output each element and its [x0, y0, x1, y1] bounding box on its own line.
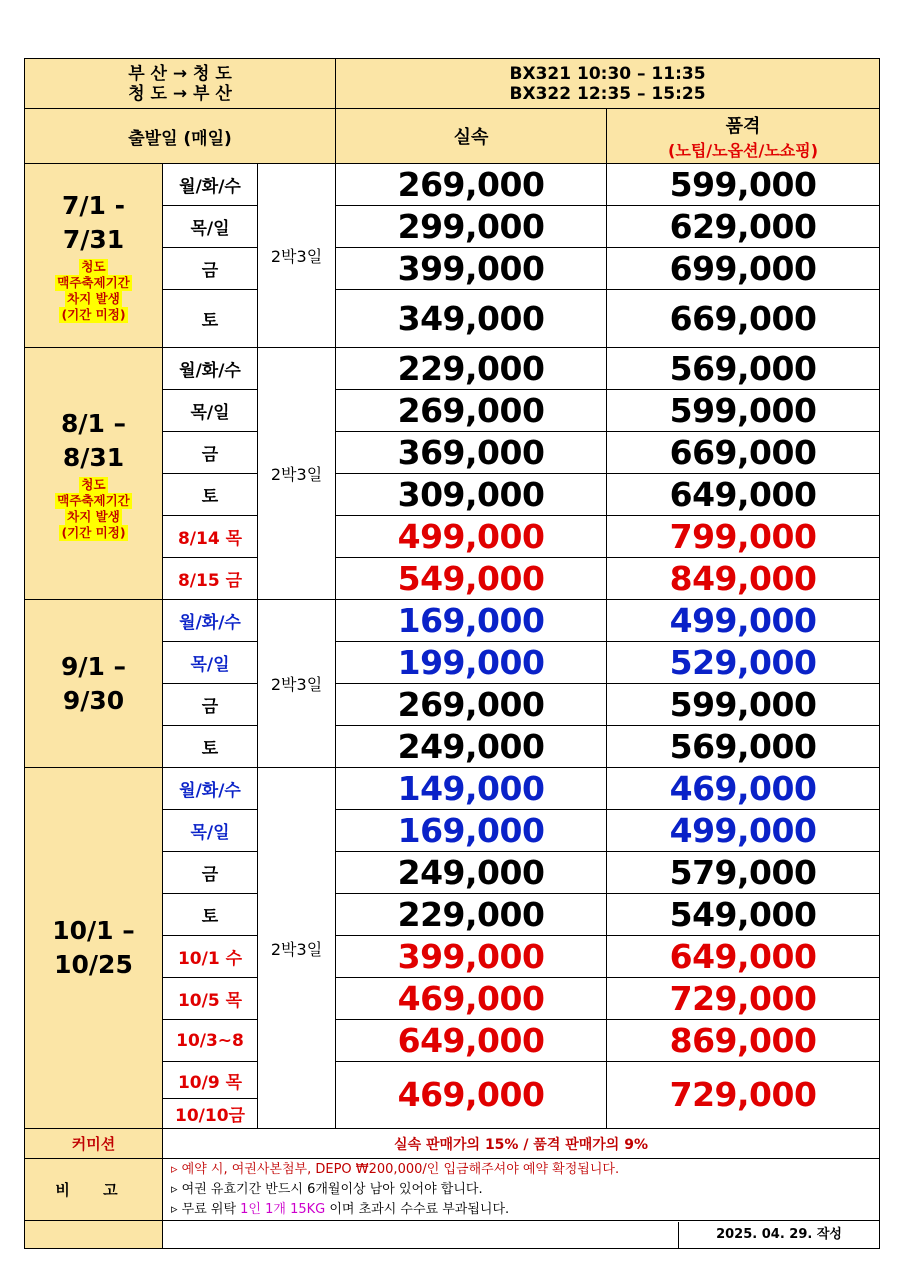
pumgyeok-price: 869,000	[607, 1020, 880, 1062]
silsok-price: 369,000	[336, 432, 607, 474]
day-label: 10/9 목	[163, 1062, 257, 1099]
period-end: 10/25	[54, 950, 133, 979]
pumgyeok-price: 569,000	[607, 348, 880, 390]
day-label: 금	[163, 432, 258, 474]
remark-line-3-highlight: 1인 1개 15KG	[240, 1201, 326, 1217]
festival-note-line: 맥주축제기간	[57, 492, 130, 508]
footer-empty	[25, 1221, 163, 1249]
festival-note-line: (기간 미정)	[61, 306, 126, 322]
pumgyeok-price: 669,000	[607, 290, 880, 348]
day-label: 금	[163, 852, 258, 894]
pumgyeok-price: 849,000	[607, 558, 880, 600]
period-start: 8/1 –	[60, 408, 127, 438]
day-label: 10/5 목	[163, 978, 258, 1020]
day-label: 금	[163, 248, 258, 290]
price-row	[25, 768, 880, 810]
flight-cell	[336, 59, 880, 109]
silsok-price: 269,000	[336, 164, 607, 206]
period-start: 7/1 -	[61, 190, 125, 220]
period-cell	[25, 600, 163, 768]
period-cell	[25, 164, 163, 348]
duration-label: 2박3일	[258, 164, 336, 348]
route-back: 청 도 → 부 산	[128, 83, 232, 104]
day-label: 목/일	[163, 642, 258, 684]
pumgyeok-header	[607, 109, 880, 164]
commission-label: 커미션	[25, 1129, 163, 1159]
flight-back: BX322 12:35 – 15:25	[509, 83, 706, 104]
pumgyeok-title: 품격	[725, 115, 761, 137]
duration-label: 2박3일	[258, 600, 336, 768]
flight-out: BX321 10:30 – 11:35	[509, 63, 706, 84]
day-label: 월/화/수	[163, 600, 258, 642]
silsok-price: 269,000	[336, 390, 607, 432]
period-cell	[25, 768, 163, 1129]
remark-line-2: ▹ 여권 유효기간 반드시 6개월이상 남아 있어야 합니다.	[171, 1181, 483, 1197]
period-end: 7/31	[62, 224, 125, 254]
pumgyeok-price: 579,000	[607, 852, 880, 894]
day-label: 금	[163, 684, 258, 726]
pumgyeok-price: 699,000	[607, 248, 880, 290]
day-label: 토	[163, 474, 258, 516]
remark-line-3	[171, 1200, 879, 1220]
silsok-price: 149,000	[336, 768, 607, 810]
pumgyeok-price: 649,000	[607, 936, 880, 978]
pumgyeok-price: 729,000	[607, 978, 880, 1020]
day-label: 목/일	[163, 390, 258, 432]
silsok-price: 199,000	[336, 642, 607, 684]
silsok-price: 349,000	[336, 290, 607, 348]
period-start: 9/1 –	[60, 651, 127, 681]
day-cell-split	[163, 1062, 258, 1129]
silsok-price: 499,000	[336, 516, 607, 558]
pumgyeok-price: 669,000	[607, 432, 880, 474]
day-label: 10/1 수	[163, 936, 258, 978]
route-out: 부 산 → 청 도	[128, 63, 232, 84]
silsok-header: 실속	[336, 109, 607, 164]
day-label: 월/화/수	[163, 348, 258, 390]
festival-note	[55, 259, 131, 323]
day-label: 월/화/수	[163, 164, 258, 206]
duration-label: 2박3일	[258, 768, 336, 1129]
pumgyeok-price: 729,000	[607, 1062, 880, 1129]
silsok-price: 469,000	[336, 978, 607, 1020]
festival-note-line: (기간 미정)	[61, 524, 126, 540]
pumgyeok-price: 569,000	[607, 726, 880, 768]
pumgyeok-price: 549,000	[607, 894, 880, 936]
pumgyeok-price: 799,000	[607, 516, 880, 558]
remark-line-3-pre: ▹ 무료 위탁	[171, 1201, 241, 1217]
remark-line-1: ▹ 예약 시, 여권사본첨부, DEPO ₩200,000/인 입금해주셔야 예약 확정됩니다.	[171, 1161, 620, 1177]
day-label: 10/3~8	[163, 1020, 258, 1062]
silsok-price: 249,000	[336, 726, 607, 768]
festival-note-line: 맥주축제기간	[57, 274, 130, 290]
day-label: 토	[163, 726, 258, 768]
festival-note-line: 차지 발생	[67, 290, 120, 306]
festival-note-line: 청도	[81, 476, 106, 492]
written-date: 2025. 04. 29. 작성	[678, 1222, 879, 1248]
silsok-price: 229,000	[336, 894, 607, 936]
day-label: 토	[163, 290, 258, 348]
period-cell	[25, 348, 163, 600]
commission-text: 실속 판매가의 15% / 품격 판매가의 9%	[163, 1129, 880, 1159]
remarks-text	[163, 1159, 880, 1221]
silsok-price: 169,000	[336, 600, 607, 642]
pumgyeok-price: 599,000	[607, 684, 880, 726]
silsok-price: 469,000	[336, 1062, 607, 1129]
silsok-price: 299,000	[336, 206, 607, 248]
silsok-price: 249,000	[336, 852, 607, 894]
pumgyeok-price: 629,000	[607, 206, 880, 248]
silsok-price: 649,000	[336, 1020, 607, 1062]
price-row	[25, 348, 880, 390]
remarks-label: 비 고	[25, 1159, 163, 1221]
silsok-price: 399,000	[336, 248, 607, 290]
festival-note-line: 차지 발생	[67, 508, 120, 524]
pumgyeok-price: 499,000	[607, 600, 880, 642]
pumgyeok-price: 469,000	[607, 768, 880, 810]
silsok-price: 309,000	[336, 474, 607, 516]
price-row	[25, 164, 880, 206]
silsok-price: 269,000	[336, 684, 607, 726]
period-end: 8/31	[62, 442, 125, 472]
route-cell	[25, 59, 336, 109]
period-start: 10/1 –	[52, 916, 135, 945]
period-end: 9/30	[62, 685, 125, 715]
day-label: 목/일	[163, 810, 258, 852]
footer-date-cell	[163, 1221, 880, 1249]
pumgyeok-price: 599,000	[607, 164, 880, 206]
day-label: 8/14 목	[163, 516, 258, 558]
day-label: 목/일	[163, 206, 258, 248]
remark-line-3-post: 이며 초과시 수수료 부과됩니다.	[325, 1201, 510, 1217]
day-label: 8/15 금	[163, 558, 258, 600]
day-label: 월/화/수	[163, 768, 258, 810]
duration-label: 2박3일	[258, 348, 336, 600]
price-row	[25, 600, 880, 642]
silsok-price: 169,000	[336, 810, 607, 852]
festival-note	[55, 477, 131, 541]
price-table	[24, 58, 880, 1249]
pumgyeok-subtitle: (노팁/노옵션/노쇼핑)	[668, 140, 819, 160]
day-label: 10/10금	[175, 1106, 245, 1126]
pumgyeok-price: 529,000	[607, 642, 880, 684]
silsok-price: 229,000	[336, 348, 607, 390]
pumgyeok-price: 599,000	[607, 390, 880, 432]
silsok-price: 399,000	[336, 936, 607, 978]
day-label: 토	[163, 894, 258, 936]
departure-header: 출발일 (매일)	[25, 109, 336, 164]
pumgyeok-price: 649,000	[607, 474, 880, 516]
festival-note-line: 청도	[81, 258, 106, 274]
silsok-price: 549,000	[336, 558, 607, 600]
pumgyeok-price: 499,000	[607, 810, 880, 852]
